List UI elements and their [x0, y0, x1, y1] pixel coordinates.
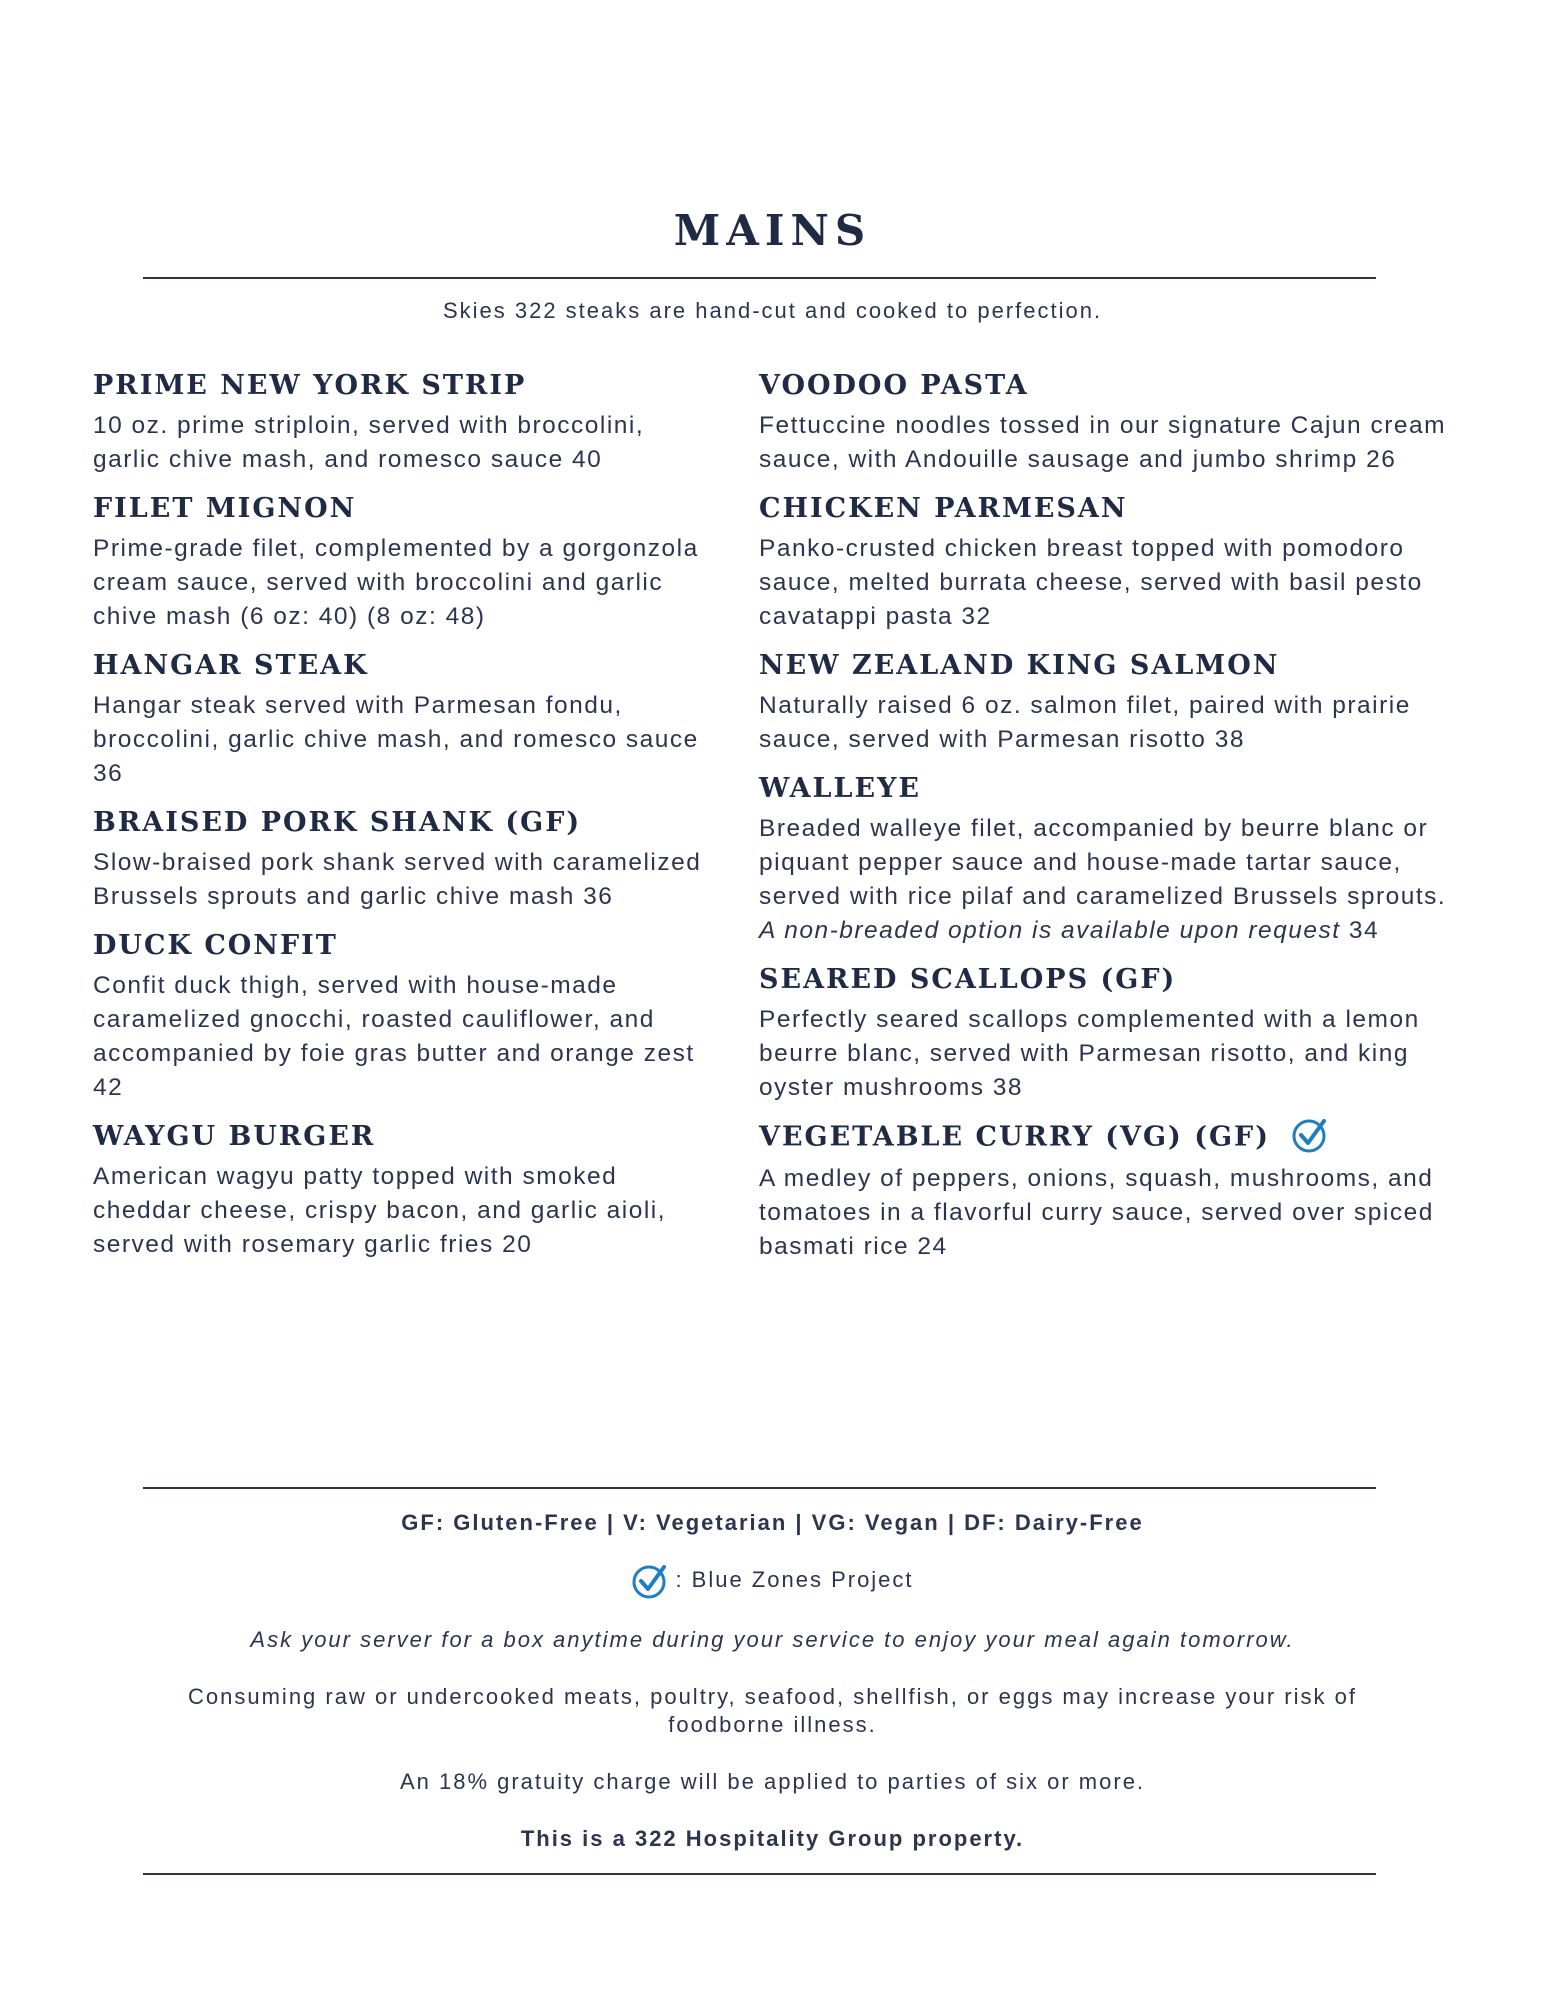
menu-item [759, 771, 1459, 948]
menu-item-description: Panko-crusted chicken breast topped with pomodoro sauce, melted burrata cheese, served with basil pesto cavatappi pasta 32 [759, 535, 1423, 630]
menu-item-name: VOODOO PASTA [759, 370, 1029, 401]
menu-item [759, 962, 1459, 1105]
blue-zones-legend [0, 1562, 1545, 1600]
menu-item-name: WALLEYE [759, 773, 921, 804]
menu-item-description: Fettuccine noodles tossed in our signature Cajun cream sauce, with Andouille sausage and jumbo shrimp 26 [759, 412, 1447, 473]
menu-item-description: A medley of peppers, onions, squash, mushrooms, and tomatoes in a flavorful curry sauce, served over spiced basmati rice 24 [759, 1165, 1434, 1260]
menu-item [759, 1119, 1459, 1264]
menu-item-description: American wagyu patty topped with smoked cheddar cheese, crispy bacon, and garlic aioli, served with rosemary garlic fries 20 [93, 1163, 667, 1258]
menu-item-description: Prime-grade filet, complemented by a gorgonzola cream sauce, served with broccolini and garlic chive mash (6 oz: 40) (8 oz: 48) [93, 535, 699, 630]
blue-zones-check-icon [631, 1562, 669, 1600]
menu-item [93, 648, 718, 791]
page-subtitle: Skies 322 steaks are hand-cut and cooked to perfection. [442, 298, 1103, 323]
menu-item-name: CHICKEN PARMESAN [759, 493, 1128, 524]
menu-item-name: DUCK CONFIT [93, 930, 338, 961]
menu-item [759, 368, 1459, 477]
footer-divider-bottom [143, 1873, 1376, 1875]
menu-item-name: BRAISED PORK SHANK (GF) [93, 807, 582, 838]
menu-item-description: Slow-braised pork shank served with caramelized Brussels sprouts and garlic chive mash 36 [93, 849, 702, 910]
menu-item-note: A non-breaded option is available upon request [759, 917, 1341, 944]
menu-item-description: Perfectly seared scallops complemented with a lemon beurre blanc, served with Parmesan risotto, and king oyster mushrooms 38 [759, 1006, 1420, 1101]
menu-item-description [759, 812, 1459, 948]
menu-item-name: NEW ZEALAND KING SALMON [759, 650, 1280, 681]
title-divider [143, 277, 1376, 279]
menu-item-name: SEARED SCALLOPS (GF) [759, 964, 1177, 995]
menu-item-name-row [759, 1119, 1459, 1157]
gratuity-note: An 18% gratuity charge will be applied to parties of six or more. [399, 1769, 1146, 1794]
menu-item [93, 805, 718, 914]
blue-zones-label: : Blue Zones Project [675, 1566, 914, 1592]
menu-item-name: FILET MIGNON [93, 493, 357, 524]
menu-item [93, 1119, 718, 1262]
box-note: Ask your server for a box anytime during your service to enjoy your meal again tomorrow. [250, 1627, 1295, 1652]
menu-item-description: Naturally raised 6 oz. salmon filet, paired with prairie sauce, served with Parmesan risotto 38 [759, 692, 1411, 753]
property-note: This is a 322 Hospitality Group property. [520, 1826, 1025, 1851]
page-title: MAINS [673, 206, 872, 255]
menu-item-description: Hangar steak served with Parmesan fondu, broccolini, garlic chive mash, and romesco sauce 36 [93, 692, 699, 787]
menu-item [759, 648, 1459, 757]
menu-item-name: HANGAR STEAK [93, 650, 369, 681]
menu-item-name: VEGETABLE CURRY (VG) (GF) [759, 1121, 1271, 1153]
menu-item-price: 34 [1348, 917, 1380, 944]
menu-item-description-text: Breaded walleye filet, accompanied by beurre blanc or piquant pepper sauce and house-made tartar sauce, served with rice pilaf and caramelized Brussels sprouts. [759, 815, 1447, 910]
menu-item [93, 368, 718, 477]
raw-food-warning: Consuming raw or undercooked meats, poultry, seafood, shellfish, or eggs may increase your risk of foodborne illness. [188, 1684, 1357, 1737]
right-column [759, 368, 1459, 1278]
menu-item [93, 928, 718, 1105]
menu-item [759, 491, 1459, 634]
menu-item-description: Confit duck thigh, served with house-made caramelized gnocchi, roasted cauliflower, and accompanied by foie gras butter and orange zest 42 [93, 972, 695, 1101]
menu-item-description: 10 oz. prime striploin, served with broccolini, garlic chive mash, and romesco sauce 40 [93, 412, 645, 473]
left-column [93, 368, 718, 1276]
menu-item [93, 491, 718, 634]
menu-item-name: WAYGU BURGER [93, 1121, 376, 1152]
menu-item-name: PRIME NEW YORK STRIP [93, 370, 527, 401]
dietary-legend: GF: Gluten-Free | V: Vegetarian | VG: Vegan | DF: Dairy-Free [401, 1510, 1144, 1535]
blue-zones-check-icon [1291, 1116, 1329, 1154]
footer-divider-top [143, 1487, 1376, 1489]
